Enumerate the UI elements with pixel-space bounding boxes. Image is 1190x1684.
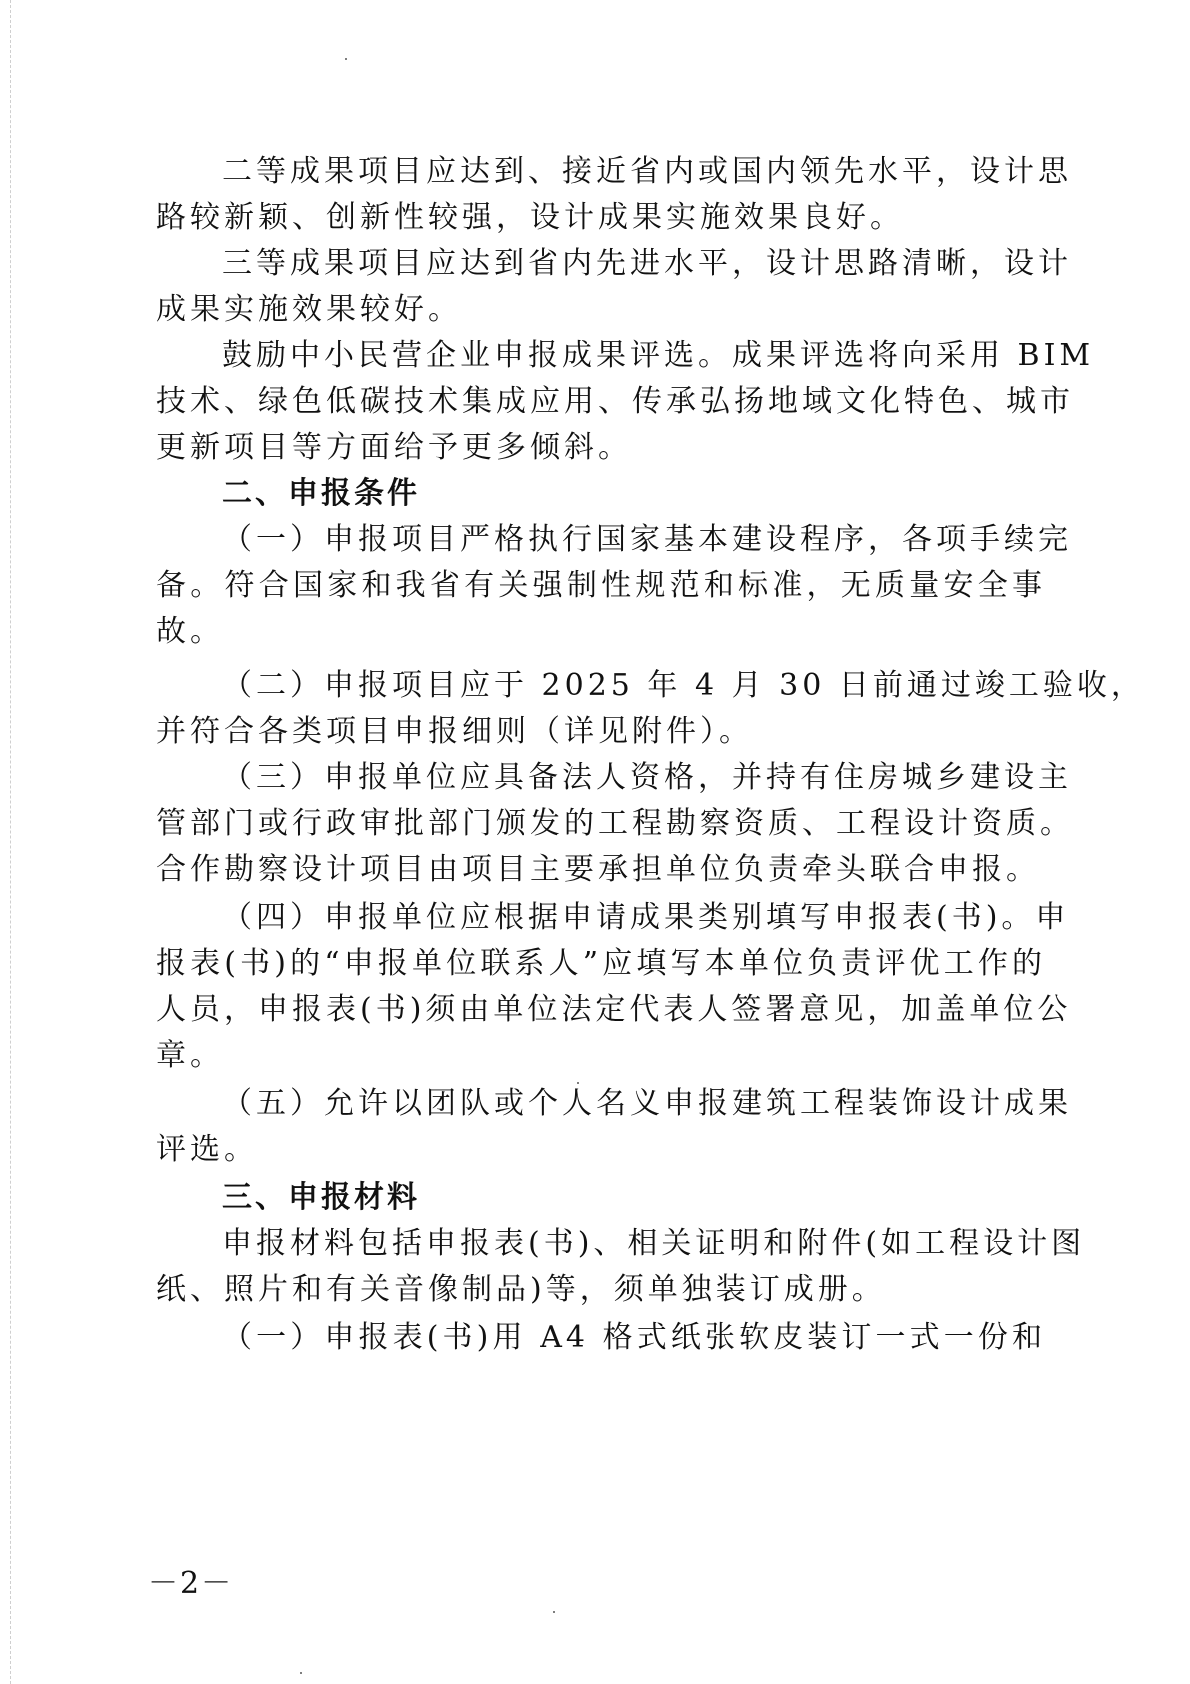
paragraph-line: 合作勘察设计项目由项目主要承担单位负责牵头联合申报。: [156, 852, 1040, 887]
paragraph-line: 技术、绿色低碳技术集成应用、传承弘扬地域文化特色、城市: [156, 384, 1074, 419]
paragraph-line: 更新项目等方面给予更多倾斜。: [156, 430, 632, 465]
paragraph-line: 路较新颖、创新性较强，设计成果实施效果良好。: [156, 200, 904, 235]
section-heading: 二、申报条件: [222, 476, 420, 511]
paragraph-line: 管部门或行政审批部门颁发的工程勘察资质、工程设计资质。: [156, 806, 1074, 841]
section-heading: 三、申报材料: [222, 1180, 420, 1215]
paragraph-line: 纸、照片和有关音像制品)等，须单独装订成册。: [156, 1272, 886, 1307]
scan-edge-mark: [10, 0, 11, 1684]
paragraph-line: 人员，申报表(书)须由单位法定代表人签署意见，加盖单位公: [156, 992, 1072, 1027]
page-number: －2－: [148, 1566, 234, 1601]
paragraph-line: （一）申报表(书)用 A4 格式纸张软皮装订一式一份和: [222, 1320, 1046, 1355]
paragraph-line: 评选。: [156, 1132, 258, 1167]
scan-speck: [345, 58, 347, 60]
scan-speck: [300, 1672, 302, 1674]
paragraph-line: （三）申报单位应具备法人资格，并持有住房城乡建设主: [222, 760, 1072, 795]
scan-speck: [553, 1611, 555, 1613]
paragraph-line: 并符合各类项目申报细则（详见附件）。: [156, 714, 753, 749]
paragraph-line: 章。: [156, 1038, 224, 1073]
paragraph-line: （二）申报项目应于 2025 年 4 月 30 日前通过竣工验收，: [222, 668, 1145, 703]
paragraph-line: （五）允许以团队或个人名义申报建筑工程装饰设计成果: [222, 1086, 1072, 1121]
paragraph-line: （一）申报项目严格执行国家基本建设程序，各项手续完: [222, 522, 1072, 557]
paragraph-line: 报表(书)的“申报单位联系人”应填写本单位负责评优工作的: [156, 946, 1046, 981]
paragraph-line: 备。符合国家和我省有关强制性规范和标准，无质量安全事: [156, 568, 1046, 603]
paragraph-line: 三等成果项目应达到省内先进水平，设计思路清晰，设计: [222, 246, 1072, 281]
paragraph-line: 鼓励中小民营企业申报成果评选。成果评选将向采用 BIM: [222, 338, 1095, 373]
paragraph-line: 故。: [156, 614, 224, 649]
paragraph-line: 成果实施效果较好。: [156, 292, 462, 327]
paragraph-line: 二等成果项目应达到、接近省内或国内领先水平，设计思: [222, 154, 1072, 189]
paragraph-line: （四）申报单位应根据申请成果类别填写申报表(书)。申: [222, 900, 1070, 935]
paragraph-line: 申报材料包括申报表(书)、相关证明和附件(如工程设计图: [222, 1226, 1086, 1261]
